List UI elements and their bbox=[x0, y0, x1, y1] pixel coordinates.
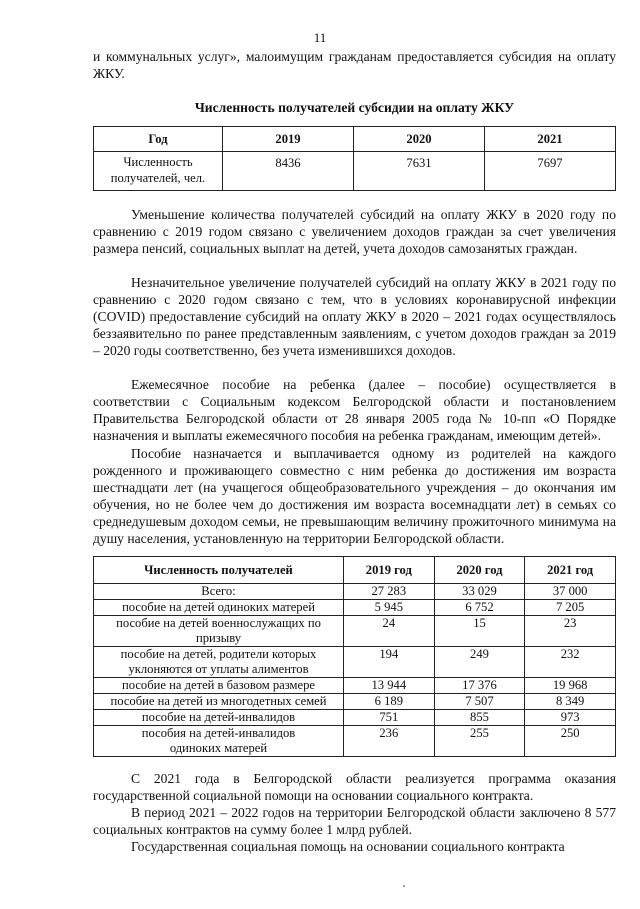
table-cell: 19 968 bbox=[525, 678, 616, 694]
recipients-subsidy-table bbox=[93, 126, 616, 191]
header-cell: 2020 год bbox=[434, 557, 525, 584]
table-row bbox=[94, 710, 616, 726]
row-label: Численность получателей, чел. bbox=[94, 152, 223, 191]
table-cell: 27 283 bbox=[344, 584, 435, 600]
table-cell: 249 bbox=[434, 647, 525, 678]
header-cell: 2019 год bbox=[344, 557, 435, 584]
table-cell: 855 bbox=[434, 710, 525, 726]
row-label: пособие на детей-инвалидов bbox=[94, 710, 344, 726]
table-cell: 8436 bbox=[223, 152, 354, 191]
table-cell: 5 945 bbox=[344, 600, 435, 616]
table-cell: 7 507 bbox=[434, 694, 525, 710]
paragraph: Государственная социальная помощь на основании социального контракта bbox=[131, 839, 565, 854]
table-cell: 23 bbox=[525, 616, 616, 647]
table-cell: 973 bbox=[525, 710, 616, 726]
table-cell: 6 189 bbox=[344, 694, 435, 710]
table-cell: 255 bbox=[434, 726, 525, 757]
table-cell: 15 bbox=[434, 616, 525, 647]
table-cell: 17 376 bbox=[434, 678, 525, 694]
row-label: пособия на детей-инвалидов одиноких матерей bbox=[94, 726, 344, 757]
page-number: 11 bbox=[313, 30, 327, 45]
child-benefit-table bbox=[93, 556, 616, 757]
paragraph: Уменьшение количества получателей субсидий на оплату ЖКУ в 2020 году по сравнению с 2019 годом связано с увеличением доходов граждан за счет увеличения размера пенсий, социальных выплат на детей, учета доходов самозанятых граждан. bbox=[93, 207, 616, 256]
table-cell: 236 bbox=[344, 726, 435, 757]
table-row bbox=[94, 678, 616, 694]
table-cell: 7631 bbox=[354, 152, 485, 191]
table-cell: 13 944 bbox=[344, 678, 435, 694]
table-row bbox=[94, 584, 616, 600]
intro-paragraph: и коммунальных услуг», малоимущим гражданам предоставляется субсидия на оплату ЖКУ. bbox=[93, 49, 616, 81]
header-cell: 2021 bbox=[485, 127, 616, 152]
table-cell: 194 bbox=[344, 647, 435, 678]
paragraph: В период 2021 – 2022 годов на территории Белгородской области заключено 8 577 социальных контрактов на сумму более 1 млрд рублей. bbox=[93, 805, 616, 837]
table-cell: 33 029 bbox=[434, 584, 525, 600]
table1-title: Численность получателей субсидии на оплату ЖКУ bbox=[194, 100, 515, 115]
row-label: пособие на детей, родители которых уклоняются от уплаты алиментов bbox=[94, 647, 344, 678]
paragraph: Ежемесячное пособие на ребенка (далее – пособие) осуществляется в соответствии с Социальным кодексом Белгородской области и постановлением Правительства Белгородской области от 28 января 2005 года № 10-пп «О Порядке назначения и выплаты ежемесячного пособия на ребенка гражданам, имеющим детей». bbox=[93, 377, 616, 443]
table-header-row bbox=[94, 127, 616, 152]
scan-dot bbox=[403, 885, 405, 887]
table-cell: 8 349 bbox=[525, 694, 616, 710]
table-header-row bbox=[94, 557, 616, 584]
row-label: Всего: bbox=[94, 584, 344, 600]
table-cell: 7 205 bbox=[525, 600, 616, 616]
paragraph: Пособие назначается и выплачивается одному из родителей на каждого рожденного и проживающего совместно с ним ребенка до достижения им возраста шестнадцати лет (на учащегося общеобразовательного учреждения – до окончания им обучения, но не более чем до достижения им возраста восемнадцати лет) в семьях со среднедушевым доходом семьи, не превышающим величину прожиточного минимума на душу населения, установленную на территории Белгородской области. bbox=[93, 446, 616, 546]
table-row bbox=[94, 600, 616, 616]
table-cell: 751 bbox=[344, 710, 435, 726]
row-label: пособие на детей военнослужащих по призыву bbox=[94, 616, 344, 647]
table-cell: 250 bbox=[525, 726, 616, 757]
table-row bbox=[94, 152, 616, 191]
table-row bbox=[94, 694, 616, 710]
header-cell: Численность получателей bbox=[94, 557, 344, 584]
table-cell: 232 bbox=[525, 647, 616, 678]
row-label: пособие на детей из многодетных семей bbox=[94, 694, 344, 710]
table-cell: 24 bbox=[344, 616, 435, 647]
table-row bbox=[94, 726, 616, 757]
table-cell: 6 752 bbox=[434, 600, 525, 616]
row-label: пособие на детей в базовом размере bbox=[94, 678, 344, 694]
table-cell: 37 000 bbox=[525, 584, 616, 600]
paragraph: С 2021 года в Белгородской области реализуется программа оказания государственной социальной помощи на основании социального контракта. bbox=[93, 771, 616, 803]
table-row bbox=[94, 647, 616, 678]
header-cell: Год bbox=[94, 127, 223, 152]
header-cell: 2020 bbox=[354, 127, 485, 152]
paragraph: Незначительное увеличение получателей субсидий на оплату ЖКУ в 2021 году по сравнению с 2020 годом связано с тем, что в условиях коронавирусной инфекции (COVID) предоставление субсидий на оплату ЖКУ в 2020 – 2021 годах осуществлялось беззаявительно по ранее представленным заявлениям, с учетом доходов граждан за 2019 – 2020 годы соответственно, без учета изменившихся доходов. bbox=[93, 275, 616, 358]
table-row bbox=[94, 616, 616, 647]
row-label: пособие на детей одиноких матерей bbox=[94, 600, 344, 616]
header-cell: 2021 год bbox=[525, 557, 616, 584]
table-cell: 7697 bbox=[485, 152, 616, 191]
header-cell: 2019 bbox=[223, 127, 354, 152]
